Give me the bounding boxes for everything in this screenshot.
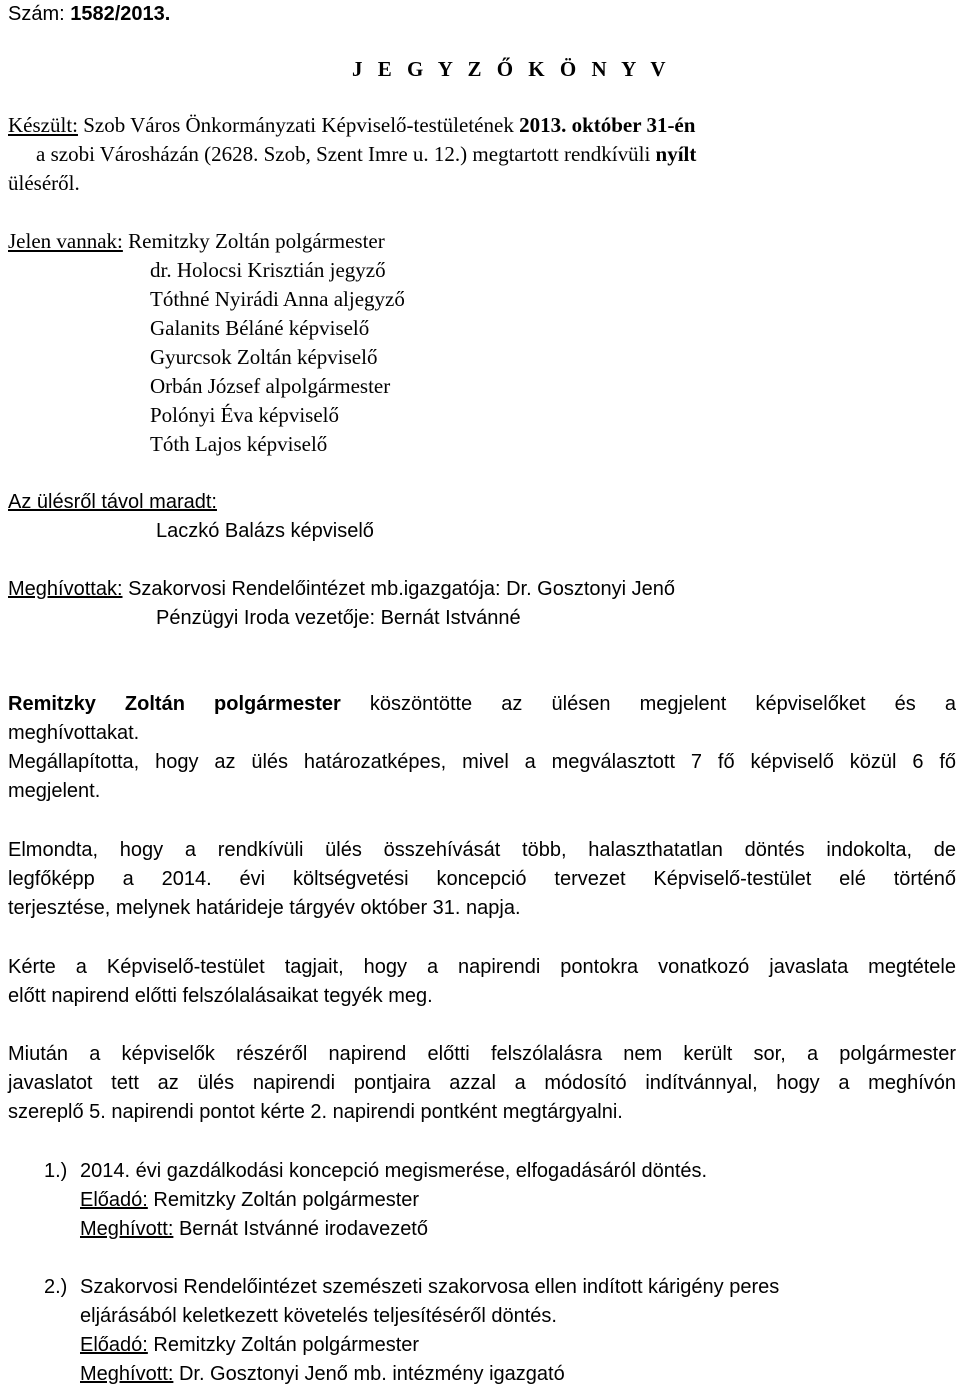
- jelen-label: Jelen vannak:: [8, 229, 123, 253]
- paragraph-line: javaslatot tett az ülés napirendi pontjaira azzal a módosító indítvánnyal, hogy a meghívón: [8, 1072, 956, 1094]
- paragraph-line: Miután a képviselők részéről napirend előtti felszólalásra nem került sor, a polgármester: [8, 1043, 956, 1065]
- paragraph-line: szereplő 5. napirendi pontot kérte 2. napirendi pontként megtárgyalni.: [8, 1101, 623, 1123]
- paragraph-line: [8, 690, 956, 719]
- agenda-item-invitee: [80, 1215, 428, 1244]
- paragraph-request: [8, 953, 956, 1011]
- paragraph-line: előtt napirend előtti felszólalásaikat tegyék meg.: [8, 985, 433, 1007]
- tavol-member: Laczkó Balázs képviselő: [156, 520, 374, 542]
- paragraph-line: megjelent.: [8, 780, 101, 802]
- jelen-member: Orbán József alpolgármester: [150, 374, 391, 398]
- invitee-label: Meghívott:: [80, 1363, 174, 1385]
- jelen-member: Remitzky Zoltán polgármester: [128, 229, 385, 253]
- jelen-line-1: [8, 227, 385, 256]
- keszult-date: 2013. október 31-én: [519, 113, 696, 137]
- paragraph-line: meghívottakat.: [8, 722, 140, 744]
- invitee-name: Dr. Gosztonyi Jenő mb. intézmény igazgató: [173, 1363, 565, 1385]
- keszult-line-3: üléséről.: [8, 171, 80, 195]
- presenter-name: Remitzky Zoltán polgármester: [147, 1189, 420, 1211]
- meghivott-item: Szakorvosi Rendelőintézet mb.igazgatója: Dr. Gosztonyi Jenő: [128, 578, 676, 600]
- agenda-item-title: Szakorvosi Rendelőintézet szemészeti szakorvosa ellen indított kárigény peres: [80, 1276, 780, 1298]
- document-number-label: Szám:: [8, 3, 65, 25]
- keszult-line-1: [8, 111, 695, 140]
- keszult-text-1a: Szob Város Önkormányzati Képviselő-testületének: [77, 113, 520, 137]
- paragraph-proposal: [8, 1040, 956, 1127]
- jelen-member: Polónyi Éva képviselő: [150, 403, 339, 427]
- agenda-item-number: 1.): [44, 1160, 68, 1182]
- jelen-member: Tóthné Nyirádi Anna aljegyző: [150, 287, 405, 311]
- agenda-item-number: 2.): [44, 1276, 68, 1298]
- presenter-label: Előadó:: [80, 1189, 148, 1211]
- keszult-text-2a: a szobi Városházán (2628. Szob, Szent Imre u. 12.) megtartott rendkívüli: [36, 142, 656, 166]
- paragraph-line: Megállapította, hogy az ülés határozatképes, mivel a megválasztott 7 fő képviselő közül 6 fő: [8, 751, 956, 773]
- meghivott-item: Pénzügyi Iroda vezetője: Bernát Istvánné: [156, 607, 521, 629]
- keszult-line-2: [36, 140, 696, 169]
- paragraph-line: terjesztése, melynek határideje tárgyév október 31. napja.: [8, 897, 521, 919]
- jelen-member: dr. Holocsi Krisztián jegyző: [150, 258, 386, 282]
- invitee-name: Bernát Istvánné irodavezető: [173, 1218, 428, 1240]
- meghivottak-label: Meghívottak:: [8, 578, 123, 600]
- meghivottak-line-1: [8, 575, 675, 604]
- paragraph-reason: [8, 836, 956, 923]
- agenda-item-title: 2014. évi gazdálkodási koncepció megismerése, elfogadásáról döntés.: [80, 1160, 708, 1182]
- document-title: J E G Y Z Ő K Ö N Y V: [352, 57, 671, 81]
- keszult-open: nyílt: [655, 142, 697, 166]
- agenda-item-presenter: [80, 1186, 419, 1215]
- paragraph-line: legfőképp a 2014. évi költségvetési koncepció tervezet Képviselő-testület elé történő: [8, 868, 956, 890]
- paragraph-line: Elmondta, hogy a rendkívüli ülés összehívását több, halaszthatatlan döntés indokolta, de: [8, 839, 956, 861]
- paragraph-greeting: [8, 690, 956, 748]
- keszult-label: Készült:: [8, 113, 78, 137]
- presenter-name: Remitzky Zoltán polgármester: [147, 1334, 420, 1356]
- jelen-member: Tóth Lajos képviselő: [150, 432, 328, 456]
- tavol-label: Az ülésről távol maradt:: [8, 491, 217, 513]
- invitee-label: Meghívott:: [80, 1218, 174, 1240]
- agenda-item-presenter: [80, 1331, 419, 1360]
- agenda-item-title-cont: eljárásából keletkezett követelés teljesítéséről döntés.: [80, 1305, 557, 1327]
- paragraph-line: Kérte a Képviselő-testület tagjait, hogy a napirendi pontokra vonatkozó javaslata megtétele: [8, 956, 956, 978]
- mayor-name: Remitzky Zoltán polgármester: [8, 693, 341, 715]
- document-number: [8, 0, 170, 29]
- jelen-member: Gyurcsok Zoltán képviselő: [150, 345, 378, 369]
- agenda-item-invitee: [80, 1360, 565, 1389]
- document-number-value: 1582/2013.: [70, 3, 171, 25]
- jelen-member: Galanits Béláné képviselő: [150, 316, 370, 340]
- paragraph-quorum: [8, 748, 956, 806]
- presenter-label: Előadó:: [80, 1334, 148, 1356]
- paragraph-text: köszöntötte az ülésen megjelent képviselőket és a: [340, 693, 957, 715]
